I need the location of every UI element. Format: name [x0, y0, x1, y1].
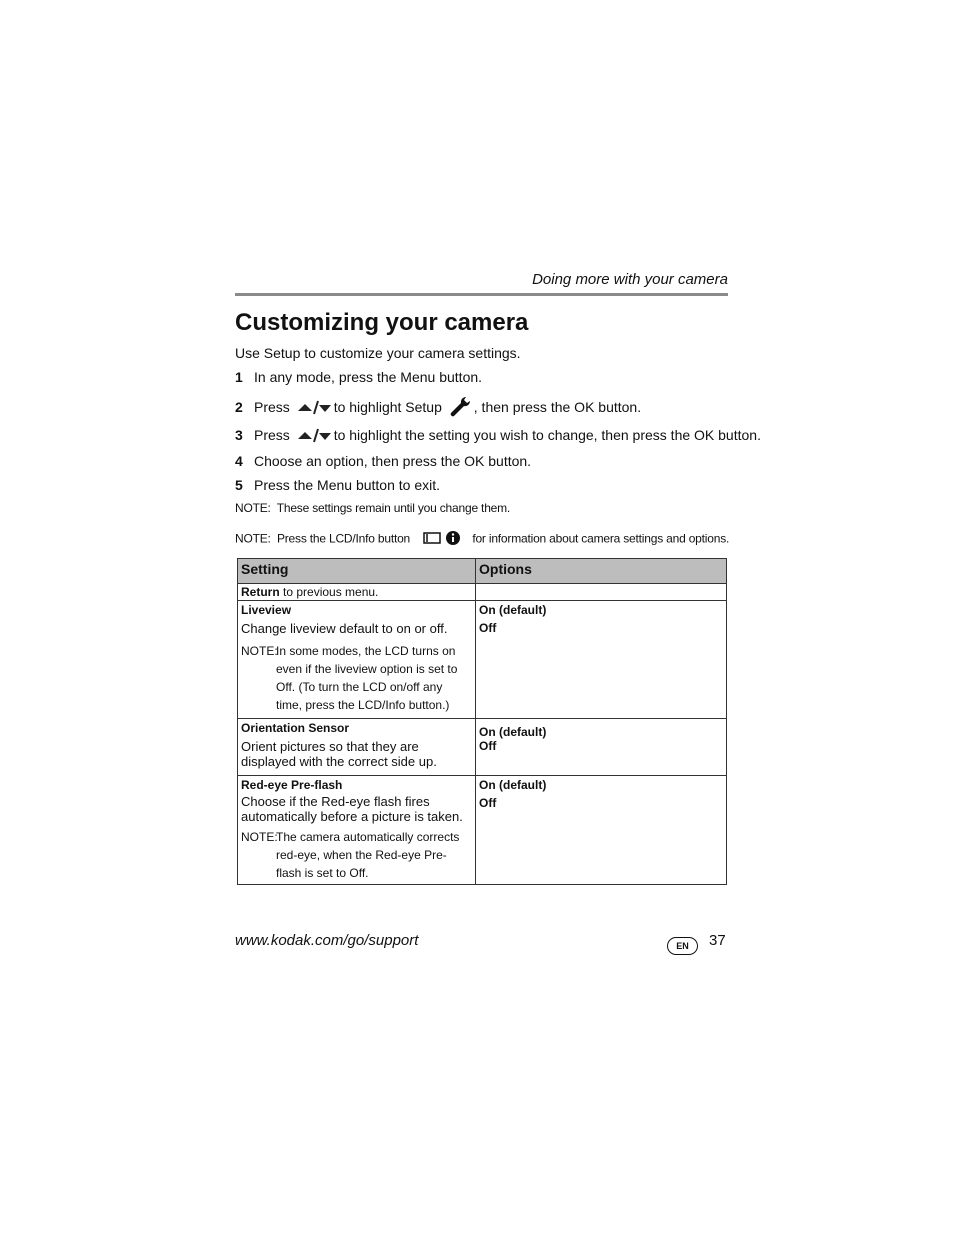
column-header-setting: Setting [238, 559, 476, 584]
setting-description: Choose if the Red-eye flash fires automatically before a picture is taken. [241, 794, 463, 824]
column-header-options: Options [476, 559, 727, 584]
setting-name: Liveview [241, 603, 292, 617]
note-text: These settings remain until you change them. [276, 501, 511, 515]
step-text: Press the Menu button to exit. [254, 477, 440, 493]
step-text: Press [254, 399, 290, 416]
setup-wrench-icon [449, 396, 471, 421]
step-2 [235, 396, 641, 421]
options-cell [476, 719, 727, 776]
step-5 [235, 477, 440, 493]
setting-note [241, 642, 472, 714]
empty-cell [476, 584, 727, 601]
setting-name: Orientation Sensor [241, 721, 350, 735]
step-text: Choose an option, then press the OK button. [254, 453, 532, 469]
table-header-row [238, 559, 727, 584]
option-on-default: On (default) [479, 603, 547, 617]
note-text: In some modes, the LCD turns on even if the liveview option is set to Off. (To turn the LCD on/off any time, press the LCD/Info button.) [276, 644, 458, 712]
return-cell [238, 584, 476, 601]
setting-cell [238, 776, 476, 885]
setting-cell [238, 719, 476, 776]
up-down-arrows-icon [297, 398, 331, 419]
step-number: 1 [235, 369, 243, 385]
step-number: 4 [235, 453, 243, 469]
settings-table [237, 558, 727, 885]
note-label: NOTE: [235, 501, 271, 515]
setting-description: Change liveview default to on or off. [241, 621, 448, 636]
note-text: for information about camera settings and options. [472, 531, 730, 546]
return-text: to previous menu. [279, 585, 379, 599]
options-cell [476, 776, 727, 885]
note-lcd-info [235, 530, 729, 549]
note-label: NOTE: [241, 644, 278, 658]
lcd-info-icon [423, 530, 461, 549]
return-label: Return [241, 585, 280, 599]
step-number: 3 [235, 427, 243, 444]
table-row-liveview [238, 601, 727, 719]
option-off: Off [479, 796, 497, 810]
setting-note [241, 828, 472, 882]
step-text: Press [254, 427, 290, 444]
note-label: NOTE: [235, 531, 271, 546]
setting-cell [238, 601, 476, 719]
running-header: Doing more with your camera [532, 271, 728, 288]
option-off: Off [479, 739, 497, 753]
option-on-default: On (default) [479, 725, 547, 739]
up-down-arrows-icon [297, 426, 331, 447]
intro-text: Use Setup to customize your camera settings. [235, 345, 521, 361]
options-cell [476, 601, 727, 719]
page-title: Customizing your camera [235, 309, 529, 336]
step-number: 5 [235, 477, 243, 493]
step-text: In any mode, press the Menu button. [254, 369, 483, 385]
option-on-default: On (default) [479, 778, 547, 792]
header-rule [235, 293, 728, 296]
setting-name: Red-eye Pre-flash [241, 778, 343, 792]
step-1 [235, 369, 482, 385]
table-row-return [238, 584, 727, 601]
support-url: www.kodak.com/go/support [235, 932, 419, 949]
page-number: 37 [709, 932, 726, 949]
note-label: NOTE: [241, 830, 278, 844]
step-text: to highlight the setting you wish to change, then press the OK button. [333, 427, 761, 444]
setting-description: Orient pictures so that they are displayed with the correct side up. [241, 739, 437, 769]
note-settings-persist [235, 501, 510, 515]
step-text: , then press the OK button. [473, 399, 642, 416]
table-row-red-eye-preflash [238, 776, 727, 885]
option-off: Off [479, 621, 497, 635]
step-text: to highlight Setup [333, 399, 442, 416]
table-row-orientation-sensor [238, 719, 727, 776]
note-text: Press the LCD/Info button [276, 531, 411, 546]
step-3 [235, 426, 761, 447]
language-badge: EN [667, 937, 698, 955]
note-text: The camera automatically corrects red-eye, when the Red-eye Pre-flash is set to Off. [276, 830, 460, 880]
step-number: 2 [235, 399, 243, 416]
step-4 [235, 453, 531, 469]
